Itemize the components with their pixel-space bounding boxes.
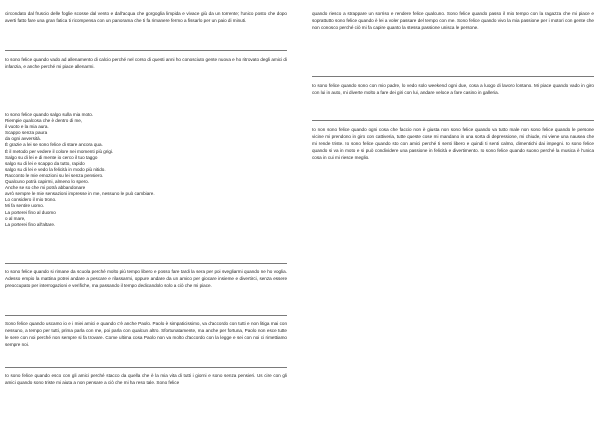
poem-line: avrò sempre le mie sensazioni impresse in me, nessuno le può cambiare. [5,191,155,197]
right-paragraph-smile: quando riesco a strappare un sorriso e rendere felice qualcuno. Sono felice quando passo il mio tempo con la ragazza che mi piace e soprattutto sono felice quando è lei a voler passare del tempo con me. Sono felice quando vivo la mia passione per i motori con gente che non conosco perché ciò mi fa capire quanto la stessa passione unisca le persone. [312,11,594,30]
poem-line: Mi fa sentire uomo. [5,203,45,209]
poem-line: È grazie a lei se sono felice di stare ancora qua. [5,142,103,148]
left-paragraph-school: Io sono felice quando si rimane da scuola perché molto più tempo libero e posso fare tardi la sera per poi svegliarmi quando ne ho voglia. Adesso empio la mattina potrei andare a pescare e rilassarmi, oppure andare da un amico per giocare insieme e divertirci, senza essere preoccupato per interrogazioni e verifiche, ma passando il tempo dedicandolo solo a ciò che mi piace. [5,263,287,306]
poem-line: La porterei fino al duomo [5,209,56,215]
left-paragraph-forest: circondato dal fruscio delle foglie scosse dal vento e dall'acqua che gorgoglia limpida e vivace giù da un torrente; l'unico posto che dopo averti fatto fare una gran fatica ti ricompensa con un panorama che ti fa rimanere fermo a fissarlo per un paio di minuti. [5,11,287,23]
left-paragraph-paolo: Sono felice quando uscamo io e i miei amici e quando c'è anche Paolo. Paolo è simpaticissimo, va d'accordo con tutti e non litiga mai con nessuno, a tempo per tutti, prima parla con me, poi parla con qualcun altro. Sfortunatamente, ma anche per fortuna, Paolo non esce tutte le sere con noi perché non sempre si fa trovare. Come ultima cosa Paolo non va molto d'accordo con la legge e sei con noi ci rimettiamo sempre noi. [5,315,287,364]
poem-line: Racconto le mie emozioni su lei senza pensiero. [5,172,104,178]
poem-line: Lo considero il mio trono. [5,197,57,203]
poem-line: salgo su di lei e vedo la felicità in modo più nitido. [5,166,106,172]
left-poem-motorbike [5,112,287,228]
poem-line: Qualcuno potrà capirmi, almeno lo spero. [5,179,90,185]
poem-line: Salgo su di lei e di mente io cerco il tuo taggo [5,154,98,160]
poem-line: Riempie qualcosa che è dentro di me, [5,118,83,124]
poem-line: Scappo senza paura [5,130,48,136]
poem-line: Io sono felice quando salgo sulla mia moto. [5,112,94,117]
right-paragraph-unhappy: Io non sono felice quando ogni cosa che faccio non è giusta non sono felice quando va tutto male non sono felice quando le persone vicine mi prendono in giro con cattiveria, tutte queste cose mi mandano in una sorta di depressione, mi chiude, mi viene una nausea che mi rende triste. Io sono felice quando sto con amici perché ti senti libero e quindi ti senti calmo, dimentichi dai impegni. Io sono felice quando si va in moto e si può condividere una passione in felicità e divertimento. Io sono felice quando suono perché la musica è l'unica cosa in cui mi riesce meglio. [312,120,594,196]
poem-line: da ogni avversità. [5,136,42,142]
left-paragraph-football: Io sono felice quando vado ad allenamento di calcio perché nel corso di questi anni ho conosciuto gente nuova e ho ritrovato degli amici di infanzia, e anche perché mi piace allenarmi. [5,50,287,91]
right-paragraph-father: Io sono felice quando sono con mio padre, lo vedo solo weekend ogni due, cosa a luogo di lavoro lontano. Mi piace quando vado in giro con lui in auto, mi diverte molto a fare dei giri con lui, andare veloce a fare casino in galleria. [312,76,594,117]
poem-line: Anche se so che mi potrà abbandonare [5,185,86,191]
left-paragraph-friends: Io sono felice quando esco con gli amici perché stacco da quella che è la mia vita di tutti i giorni e sono senza pensieri. Us cire con gli amici quando sono triste mi aiuta a non pensare a ciò che mi ha reso tale. Sono felice [5,367,287,402]
poem-line: salgo su di lei e scappo da tutto, rapido [5,160,85,166]
poem-line: o al mare, [5,215,26,221]
poem-line: È il metodo per vedere il colore nei momenti più grigi. [5,148,114,154]
poem-line: il vuoto e la mia aura. [5,124,49,130]
poem-line: La porterei fino all'altare. [5,221,56,227]
